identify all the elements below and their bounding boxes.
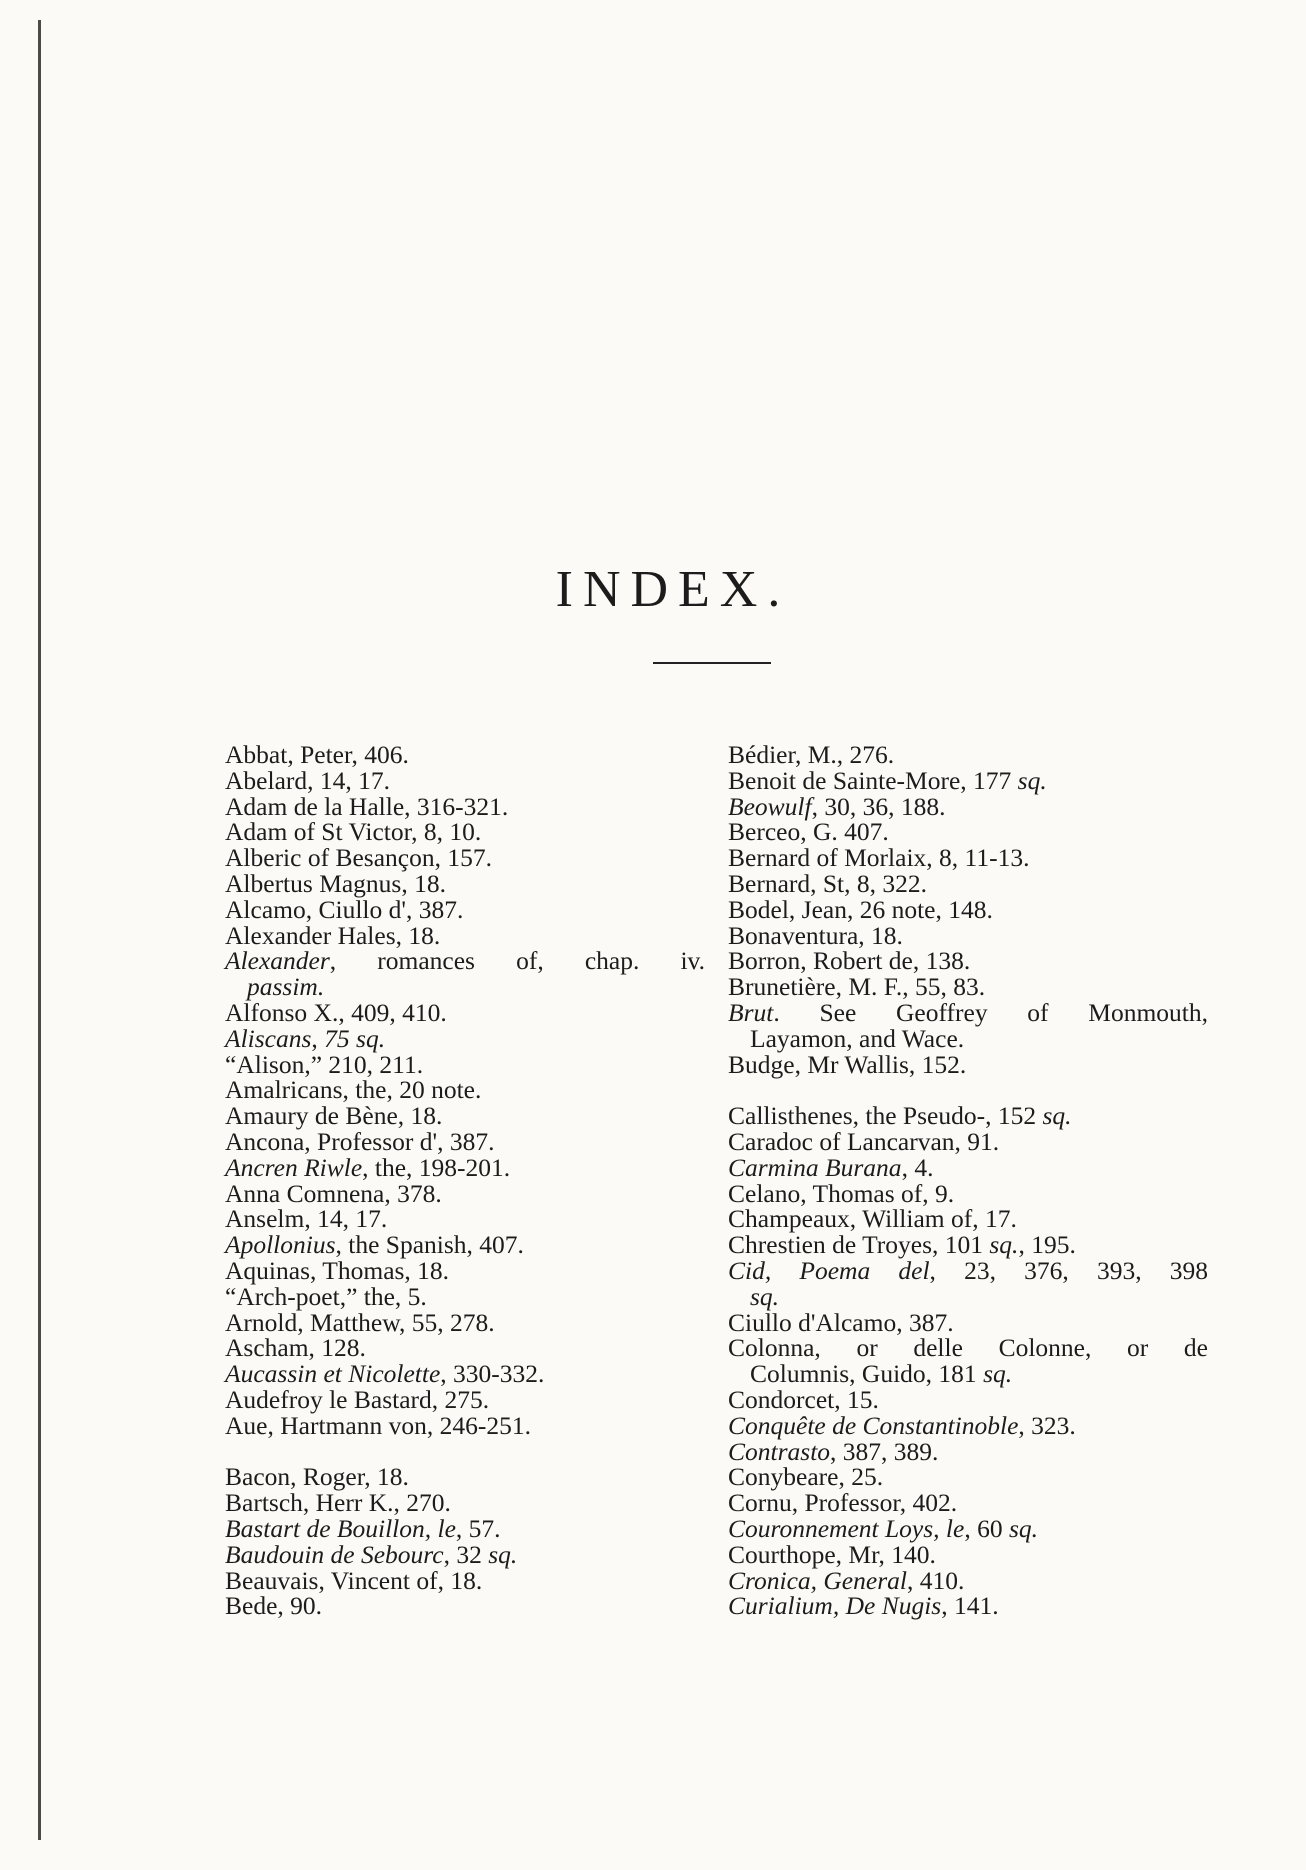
index-entry-line	[728, 1540, 936, 1569]
index-entry-line	[225, 1411, 531, 1440]
index-entry-italic-text: Beowulf	[728, 791, 812, 821]
index-entry-italic-text: Baudouin de Sebourc	[225, 1539, 444, 1569]
index-entry-text: Chrestien de Troyes, 101	[728, 1230, 990, 1260]
index-entry-line	[728, 921, 903, 950]
index-entry	[225, 742, 705, 768]
index-entry-line	[728, 1566, 964, 1595]
index-entry	[728, 997, 1208, 1053]
index-entry-text: Bonaventura, 18.	[728, 920, 903, 950]
index-entry-italic-text: Conquête de Constantinoble	[728, 1410, 1019, 1440]
index-entry	[728, 868, 1208, 898]
index-entry-text: Cornu, Professor, 402.	[728, 1488, 958, 1518]
index-entry-line	[225, 1101, 442, 1130]
index-entry	[728, 1384, 1208, 1414]
index-entry-text: Celano, Thomas of, 9.	[728, 1178, 955, 1208]
index-entry-line	[225, 998, 447, 1027]
index-entry-line	[225, 1204, 387, 1233]
index-entry-text: , 30, 36, 188.	[811, 791, 946, 821]
index-entry-line	[225, 1050, 423, 1079]
index-entry-line	[225, 1591, 322, 1620]
index-entry	[225, 1077, 705, 1103]
index-entry	[728, 1565, 1208, 1595]
index-entry	[728, 1490, 1208, 1516]
index-entry-line	[728, 1411, 1076, 1440]
index-entry-italic-text: Cid, Poema del	[728, 1255, 930, 1285]
index-entry-text: Alfonso X., 409, 410.	[225, 997, 447, 1027]
index-entry	[225, 1361, 705, 1387]
index-entry-italic-text: Aucassin et Nicolette	[225, 1359, 441, 1389]
index-entry-text: , the, 198-201.	[362, 1152, 511, 1182]
index-entry-italic-text: Cronica, General	[728, 1565, 907, 1595]
index-entry	[225, 1513, 705, 1543]
index-entry-italic-text: sq.	[1008, 1513, 1039, 1543]
index-entry-text: Columnis, Guido, 181	[750, 1359, 984, 1389]
index-entry-line	[728, 1204, 1017, 1233]
index-entry-text: Bacon, Roger, 18.	[225, 1462, 409, 1492]
index-entry-text: Courthope, Mr, 140.	[728, 1539, 936, 1569]
index-entry	[225, 1178, 705, 1208]
index-entry-text: Alberic of Besançon, 157.	[225, 843, 492, 873]
index-entry-text: Audefroy le Bastard, 275.	[225, 1384, 490, 1414]
index-entry-line	[225, 1179, 442, 1208]
index-entry-text: , 195.	[1018, 1230, 1076, 1260]
index-entry-continuation	[225, 974, 705, 1000]
index-entry	[225, 1464, 705, 1490]
index-entry	[728, 845, 1208, 871]
index-entry-text: . See Geoffrey of Monmouth,	[773, 997, 1208, 1027]
index-entry-line	[225, 1385, 489, 1414]
index-entry-text: , 330-332.	[440, 1359, 545, 1389]
index-entry-line	[225, 869, 446, 898]
index-entry	[728, 1464, 1208, 1490]
index-entry-line	[225, 1230, 524, 1259]
index-entry-text: Arnold, Matthew, 55, 278.	[225, 1307, 495, 1337]
index-entry	[728, 1513, 1208, 1543]
index-entry	[225, 1206, 705, 1232]
index-entry-text: Ascham, 128.	[225, 1333, 366, 1363]
index-entry-line	[728, 1488, 957, 1517]
index-entry-italic-text: Aliscans	[225, 1023, 312, 1053]
index-entry	[225, 819, 705, 845]
index-entry-italic-text: passim.	[247, 972, 325, 1002]
index-entry-line	[728, 1385, 879, 1414]
index-entry-line	[225, 1540, 517, 1569]
index-entry-line	[225, 895, 463, 924]
index-entry-line	[728, 1050, 966, 1079]
index-entry-text: , 23, 376, 393, 398	[929, 1255, 1209, 1285]
index-entry-text: Amalricans, the, 20 note.	[225, 1075, 482, 1105]
index-entry-line	[728, 817, 889, 846]
index-entry-continuation	[728, 1281, 1208, 1311]
index-entry-line	[728, 1127, 999, 1156]
index-entry-italic-text: sq.	[1017, 765, 1047, 795]
index-entry	[728, 1539, 1208, 1569]
index-entry-text: ,	[311, 1023, 325, 1053]
index-entry-text: Bede, 90.	[225, 1591, 323, 1621]
index-entry-text: , 141.	[941, 1591, 999, 1621]
index-entry-italic-text: sq.	[1042, 1101, 1072, 1131]
index-entry-italic-text: Alexander	[225, 946, 330, 976]
index-entry-text: Albertus Magnus, 18.	[225, 868, 446, 898]
index-entry-continuation	[728, 1023, 1208, 1053]
index-entry	[728, 920, 1208, 950]
index-entry	[225, 997, 705, 1027]
index-entry-text: Alcamo, Ciullo d', 387.	[225, 894, 464, 924]
index-entry	[225, 765, 705, 795]
index-entry-text: Alexander Hales, 18.	[225, 920, 441, 950]
index-entry	[225, 948, 705, 1000]
index-entry-line	[728, 1591, 999, 1620]
index-entry-line	[225, 1024, 385, 1053]
index-entry	[728, 1126, 1208, 1156]
index-entry-continuation	[728, 1361, 1208, 1387]
index-entry-text: Amaury de Bène, 18.	[225, 1101, 443, 1131]
index-entry	[728, 894, 1208, 924]
index-entry-line	[728, 1335, 1208, 1361]
index-entry-italic-text: Brut	[728, 997, 774, 1027]
index-entry-text: Beauvais, Vincent of, 18.	[225, 1565, 483, 1595]
index-entry	[225, 1126, 705, 1156]
index-entry-line	[225, 1153, 510, 1182]
index-entry	[225, 868, 705, 898]
index-entry	[225, 1384, 705, 1414]
index-entry	[728, 1255, 1209, 1311]
index-entry	[225, 1335, 705, 1361]
index-entry	[728, 1410, 1208, 1440]
index-entry-line	[728, 1462, 883, 1491]
index-entry-text: Ciullo d'Alcamo, 387.	[728, 1307, 954, 1337]
index-entry-text: Borron, Robert de, 138.	[728, 946, 971, 976]
index-entry-text: Benoit de Sainte-More, 177	[728, 765, 1018, 795]
index-entry	[728, 765, 1208, 795]
index-entry-line	[728, 972, 985, 1001]
index-entry-line	[728, 1514, 1038, 1543]
index-entry-text: Bernard of Morlaix, 8, 11-13.	[728, 843, 1030, 873]
index-entry-italic-text: Curialium, De Nugis	[728, 1591, 942, 1621]
index-entry-line	[728, 843, 1029, 872]
index-entry-line	[225, 1333, 366, 1362]
index-column-right	[728, 742, 1208, 1619]
index-entry-text: , 410.	[906, 1565, 965, 1595]
index-entry-italic-text: Ancren Riwle	[225, 1152, 363, 1182]
index-entry-italic-text: Apollonius	[225, 1230, 336, 1260]
index-entry-text: Anselm, 14, 17.	[225, 1204, 388, 1234]
index-entry	[728, 1232, 1208, 1258]
index-entry	[225, 845, 705, 871]
index-entry	[728, 1103, 1208, 1129]
index-entry-line	[728, 740, 894, 769]
index-entry-line	[225, 1127, 494, 1156]
index-entry-text: , 57.	[455, 1513, 501, 1543]
index-entry-line	[225, 1462, 409, 1491]
index-entry	[225, 1255, 705, 1285]
index-entry	[225, 791, 705, 821]
index-entry-italic-text: sq.	[488, 1539, 518, 1569]
index-entry	[225, 1023, 705, 1053]
index-entry-text: Aue, Hartmann von, 246-251.	[225, 1410, 531, 1440]
index-entry	[728, 974, 1208, 1000]
index-entry-text: , 323.	[1018, 1410, 1076, 1440]
index-entry-text: Anna Comnena, 378.	[225, 1178, 442, 1208]
index-entry-text: Abbat, Peter, 406.	[225, 740, 409, 769]
index-entry-line	[225, 1282, 427, 1311]
index-entry	[728, 1436, 1208, 1466]
index-entry	[225, 1103, 705, 1129]
index-entry-text: Layamon, and Wace.	[750, 1023, 965, 1053]
index-entry-text: Conybeare, 25.	[728, 1462, 884, 1492]
index-entry-line	[728, 895, 993, 924]
index-entry-line	[728, 869, 927, 898]
index-entry-text: , 60	[964, 1513, 1009, 1543]
index-entry-text: Bernard, St, 8, 322.	[728, 868, 928, 898]
index-entry-line	[225, 1514, 501, 1543]
index-entry-text: Ancona, Professor d', 387.	[225, 1126, 495, 1156]
index-entry-text: Bédier, M., 276.	[728, 740, 895, 769]
index-entry	[728, 1152, 1208, 1182]
index-entry-line	[728, 1437, 938, 1466]
index-entry	[728, 1049, 1208, 1079]
title-rule	[653, 662, 771, 664]
index-entry-text: “Arch-poet,” the, 5.	[225, 1281, 427, 1311]
index-entry-line	[225, 843, 492, 872]
index-entry-line	[728, 792, 945, 821]
index-entry	[728, 819, 1208, 845]
index-entry-italic-text: sq.	[989, 1230, 1019, 1260]
index-entry-line	[728, 766, 1047, 795]
index-entry-line	[225, 1566, 482, 1595]
index-entry	[728, 1593, 1208, 1619]
index-entry-italic-text: Couronnement Loys, le	[728, 1513, 965, 1543]
index-entry	[225, 1410, 705, 1440]
index-entry-text: Champeaux, William of, 17.	[728, 1204, 1017, 1234]
index-entry-text: , 4.	[901, 1152, 934, 1182]
index-entry-italic-text: Contrasto	[728, 1436, 831, 1466]
index-entry	[728, 1178, 1208, 1208]
index-entry-line	[728, 1101, 1072, 1130]
index-entry	[728, 1335, 1208, 1387]
index-entry-line	[728, 1255, 1209, 1285]
index-entry-line	[728, 997, 1208, 1027]
index-entry-text: Adam of St Victor, 8, 10.	[225, 817, 482, 847]
index-entry-text: , romances of, chap. iv.	[329, 946, 705, 976]
index-entry-line	[728, 1230, 1076, 1259]
index-entry-text: Bodel, Jean, 26 note, 148.	[728, 894, 993, 924]
index-entry-line	[225, 792, 508, 821]
index-entry	[728, 742, 1208, 768]
index-entry-text: Condorcet, 15.	[728, 1384, 879, 1414]
index-entry-line	[225, 921, 440, 950]
index-entry-line	[225, 1075, 481, 1104]
index-entry-line	[728, 1153, 933, 1182]
index-entry-line	[225, 1308, 495, 1337]
index-entry	[225, 1049, 705, 1079]
index-entry-italic-text: Carmina Burana	[728, 1152, 902, 1182]
index-entry-italic-text: sq.	[983, 1359, 1013, 1389]
index-entry-line	[728, 1179, 954, 1208]
index-entry-line	[225, 948, 705, 974]
index-entry-text: Budge, Mr Wallis, 152.	[728, 1049, 967, 1079]
page-edge-line	[38, 20, 41, 1840]
index-entry-text: Berceo, G. 407.	[728, 817, 889, 847]
index-entry	[225, 1152, 705, 1182]
index-entry-line	[225, 766, 390, 795]
index-entry-text: Caradoc of Lancarvan, 91.	[728, 1126, 1000, 1156]
index-entry-line	[225, 1488, 451, 1517]
page-title: INDEX.	[555, 560, 791, 618]
index-entry	[728, 948, 1208, 974]
index-entry	[728, 1206, 1208, 1232]
index-entry-line	[225, 817, 481, 846]
index-entry	[728, 791, 1208, 821]
index-entry-text: , 387, 389.	[830, 1436, 939, 1466]
index-entry-line	[225, 1359, 544, 1388]
index-entry-italic-text: Bastart de Bouillon, le	[225, 1513, 456, 1543]
index-entry-text: , the Spanish, 407.	[335, 1230, 524, 1260]
index-entry	[225, 1232, 705, 1258]
index-entry-italic-text: sq.	[750, 1281, 780, 1311]
index-entry-line	[728, 1308, 954, 1337]
index-entry	[225, 1539, 705, 1569]
index-entry	[728, 1307, 1208, 1337]
index-entry-text: Callisthenes, the Pseudo-, 152	[728, 1101, 1043, 1131]
index-entry-italic-text: 75 sq.	[324, 1023, 386, 1053]
index-entry	[225, 1490, 705, 1516]
index-entry-line	[225, 740, 409, 769]
index-entry-text: , 32	[443, 1539, 489, 1569]
index-column-left	[225, 742, 705, 1619]
index-entry-text: Abelard, 14, 17.	[225, 765, 391, 795]
index-entry-text: Colonna, or delle Colonne, or de	[728, 1333, 1208, 1363]
index-entry-text: Aquinas, Thomas, 18.	[225, 1255, 450, 1285]
index-entry-line	[225, 1256, 449, 1285]
index-entry	[225, 1307, 705, 1337]
index-entry-line	[728, 946, 970, 975]
index-entry-text: Adam de la Halle, 316-321.	[225, 791, 509, 821]
index-entry	[225, 1281, 705, 1311]
index-entry	[225, 920, 705, 950]
index-entry-text: “Alison,” 210, 211.	[225, 1049, 424, 1079]
index-entry-text: Brunetière, M. F., 55, 83.	[728, 972, 986, 1002]
index-entry	[225, 1565, 705, 1595]
index-entry	[225, 894, 705, 924]
index-entry-text: Bartsch, Herr K., 270.	[225, 1488, 451, 1518]
index-entry	[225, 1593, 705, 1619]
